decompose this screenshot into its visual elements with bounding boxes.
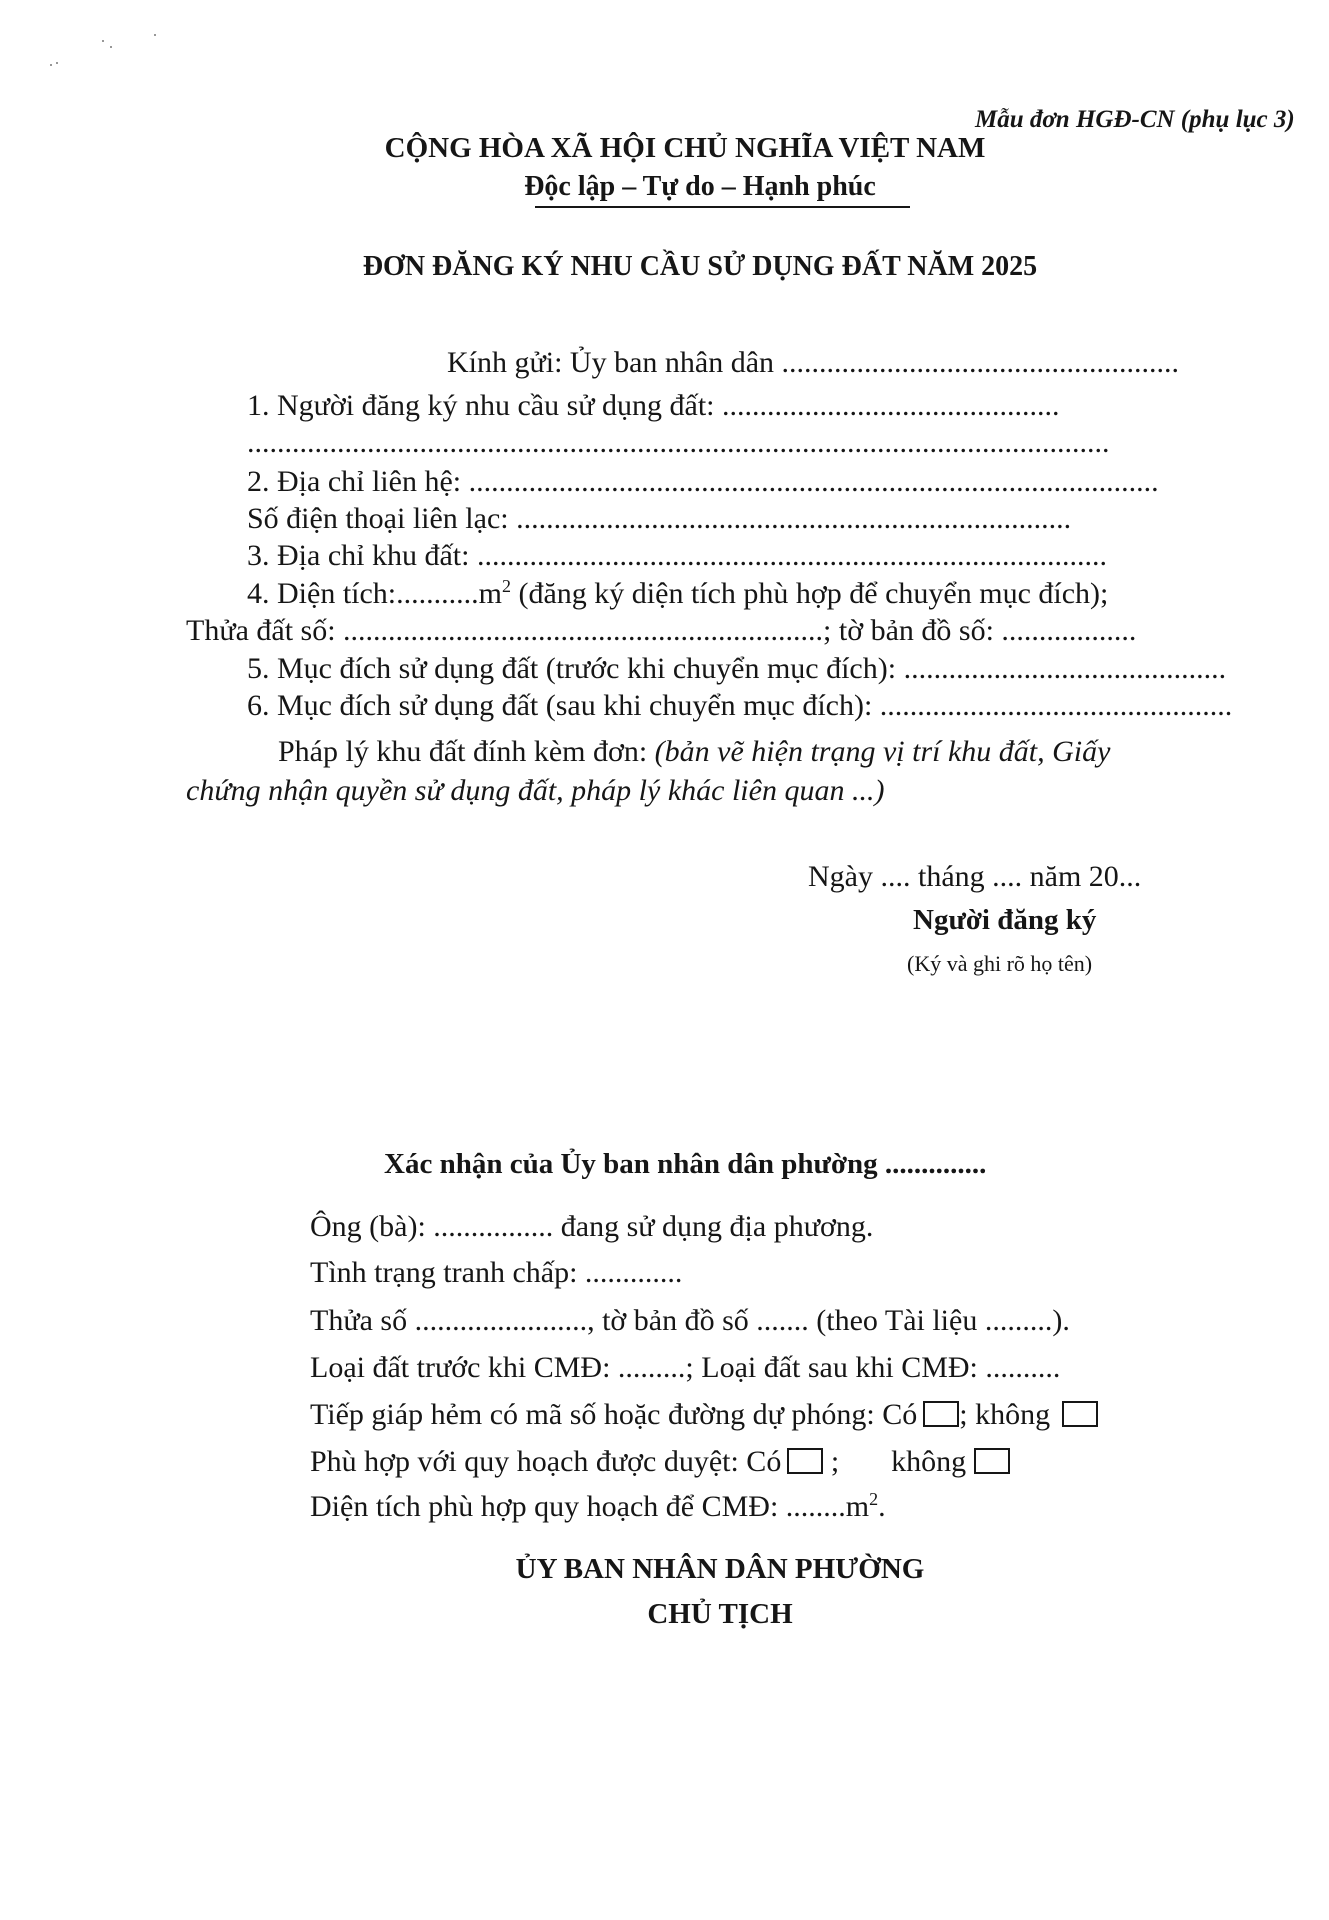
purpose-after-line: 6. Mục đích sử dụng đất (sau khi chuyển mục đích): ............................................... bbox=[247, 689, 1233, 722]
parcel-line: Thửa đất số: ................................................................; tờ bản đồ số: .................. bbox=[186, 614, 1137, 647]
area-prefix: 4. Diện tích:...........m bbox=[247, 577, 502, 610]
confirm-area-suffix: . bbox=[878, 1490, 886, 1523]
plan-yes-checkbox[interactable] bbox=[787, 1448, 823, 1474]
motto-underline bbox=[535, 206, 910, 208]
confirm-parcel-line: Thửa số ......................., tờ bản đồ số ....... (theo Tài liệu .........). bbox=[310, 1304, 1070, 1337]
legal-docs-line bbox=[278, 737, 1110, 767]
confirm-alley-line bbox=[310, 1400, 1098, 1430]
contact-address-line: 2. Địa chỉ liên hệ: ............................................................................................ bbox=[247, 465, 1159, 498]
legal-docs-continuation: chứng nhận quyền sử dụng đất, pháp lý khác liên quan ...) bbox=[186, 774, 885, 807]
legal-docs-list: (bản vẽ hiện trạng vị trí khu đất, Giấy bbox=[654, 735, 1111, 768]
plan-no-label: không bbox=[891, 1445, 967, 1478]
signature-date: Ngày .... tháng .... năm 20... bbox=[808, 860, 1142, 893]
confirmation-heading: Xác nhận của Ủy ban nhân dân phường .............. bbox=[384, 1148, 987, 1180]
alley-label: Tiếp giáp hẻm có mã số hoặc đường dự phóng: Có bbox=[310, 1398, 918, 1431]
registrant-line: 1. Người đăng ký nhu cầu sử dụng đất: ............................................. bbox=[247, 389, 1060, 422]
signer-role: Người đăng ký bbox=[913, 904, 1097, 936]
confirm-land-type-line: Loại đất trước khi CMĐ: .........; Loại đất sau khi CMĐ: .......... bbox=[310, 1351, 1061, 1384]
committee-chair: CHỦ TỊCH bbox=[647, 1598, 793, 1630]
recipient-line: Kính gửi: Ủy ban nhân dân ..................................................... bbox=[447, 346, 1180, 379]
area-line bbox=[247, 576, 1109, 610]
alley-no-checkbox[interactable] bbox=[1062, 1401, 1098, 1427]
phone-line: Số điện thoại liên lạc: .......................................................................... bbox=[247, 502, 1072, 535]
land-address-line: 3. Địa chỉ khu đất: .................................................................................... bbox=[247, 539, 1107, 572]
plan-no-checkbox[interactable] bbox=[974, 1448, 1010, 1474]
country-name: CỘNG HÒA XÃ HỘI CHỦ NGHĨA VIỆT NAM bbox=[384, 132, 986, 164]
confirm-area-sup: 2 bbox=[869, 1489, 879, 1509]
plan-separator: ; bbox=[823, 1445, 840, 1478]
area-suffix: (đăng ký diện tích phù hợp để chuyển mục đích); bbox=[510, 577, 1109, 610]
confirm-dispute-line: Tình trạng tranh chấp: ............. bbox=[310, 1256, 683, 1289]
confirm-area-line bbox=[310, 1489, 886, 1523]
document-title: ĐƠN ĐĂNG KÝ NHU CẦU SỬ DỤNG ĐẤT NĂM 2025 bbox=[362, 251, 1038, 282]
confirm-person-line: Ông (bà): ................ đang sử dụng địa phương. bbox=[310, 1210, 874, 1243]
alley-yes-checkbox[interactable] bbox=[923, 1401, 959, 1427]
legal-docs-label: Pháp lý khu đất đính kèm đơn: bbox=[278, 735, 655, 768]
area-unit-sup: 2 bbox=[501, 576, 511, 596]
plan-label: Phù hợp với quy hoạch được duyệt: Có bbox=[310, 1445, 782, 1478]
registrant-continuation: ................................................................................................................... bbox=[247, 426, 1110, 459]
purpose-before-line: 5. Mục đích sử dụng đất (trước khi chuyển mục đích): ........................................... bbox=[247, 652, 1227, 685]
motto: Độc lập – Tự do – Hạnh phúc bbox=[524, 171, 876, 202]
confirm-area-prefix: Diện tích phù hợp quy hoạch để CMĐ: ........m bbox=[310, 1490, 870, 1523]
confirm-plan-line bbox=[310, 1447, 1010, 1477]
form-code: Mẫu đơn HGĐ-CN (phụ lục 3) bbox=[975, 106, 1295, 133]
signature-note: (Ký và ghi rõ họ tên) bbox=[907, 951, 1093, 976]
alley-no-label: ; không bbox=[959, 1398, 1051, 1431]
committee-name: ỦY BAN NHÂN DÂN PHƯỜNG bbox=[515, 1553, 925, 1585]
